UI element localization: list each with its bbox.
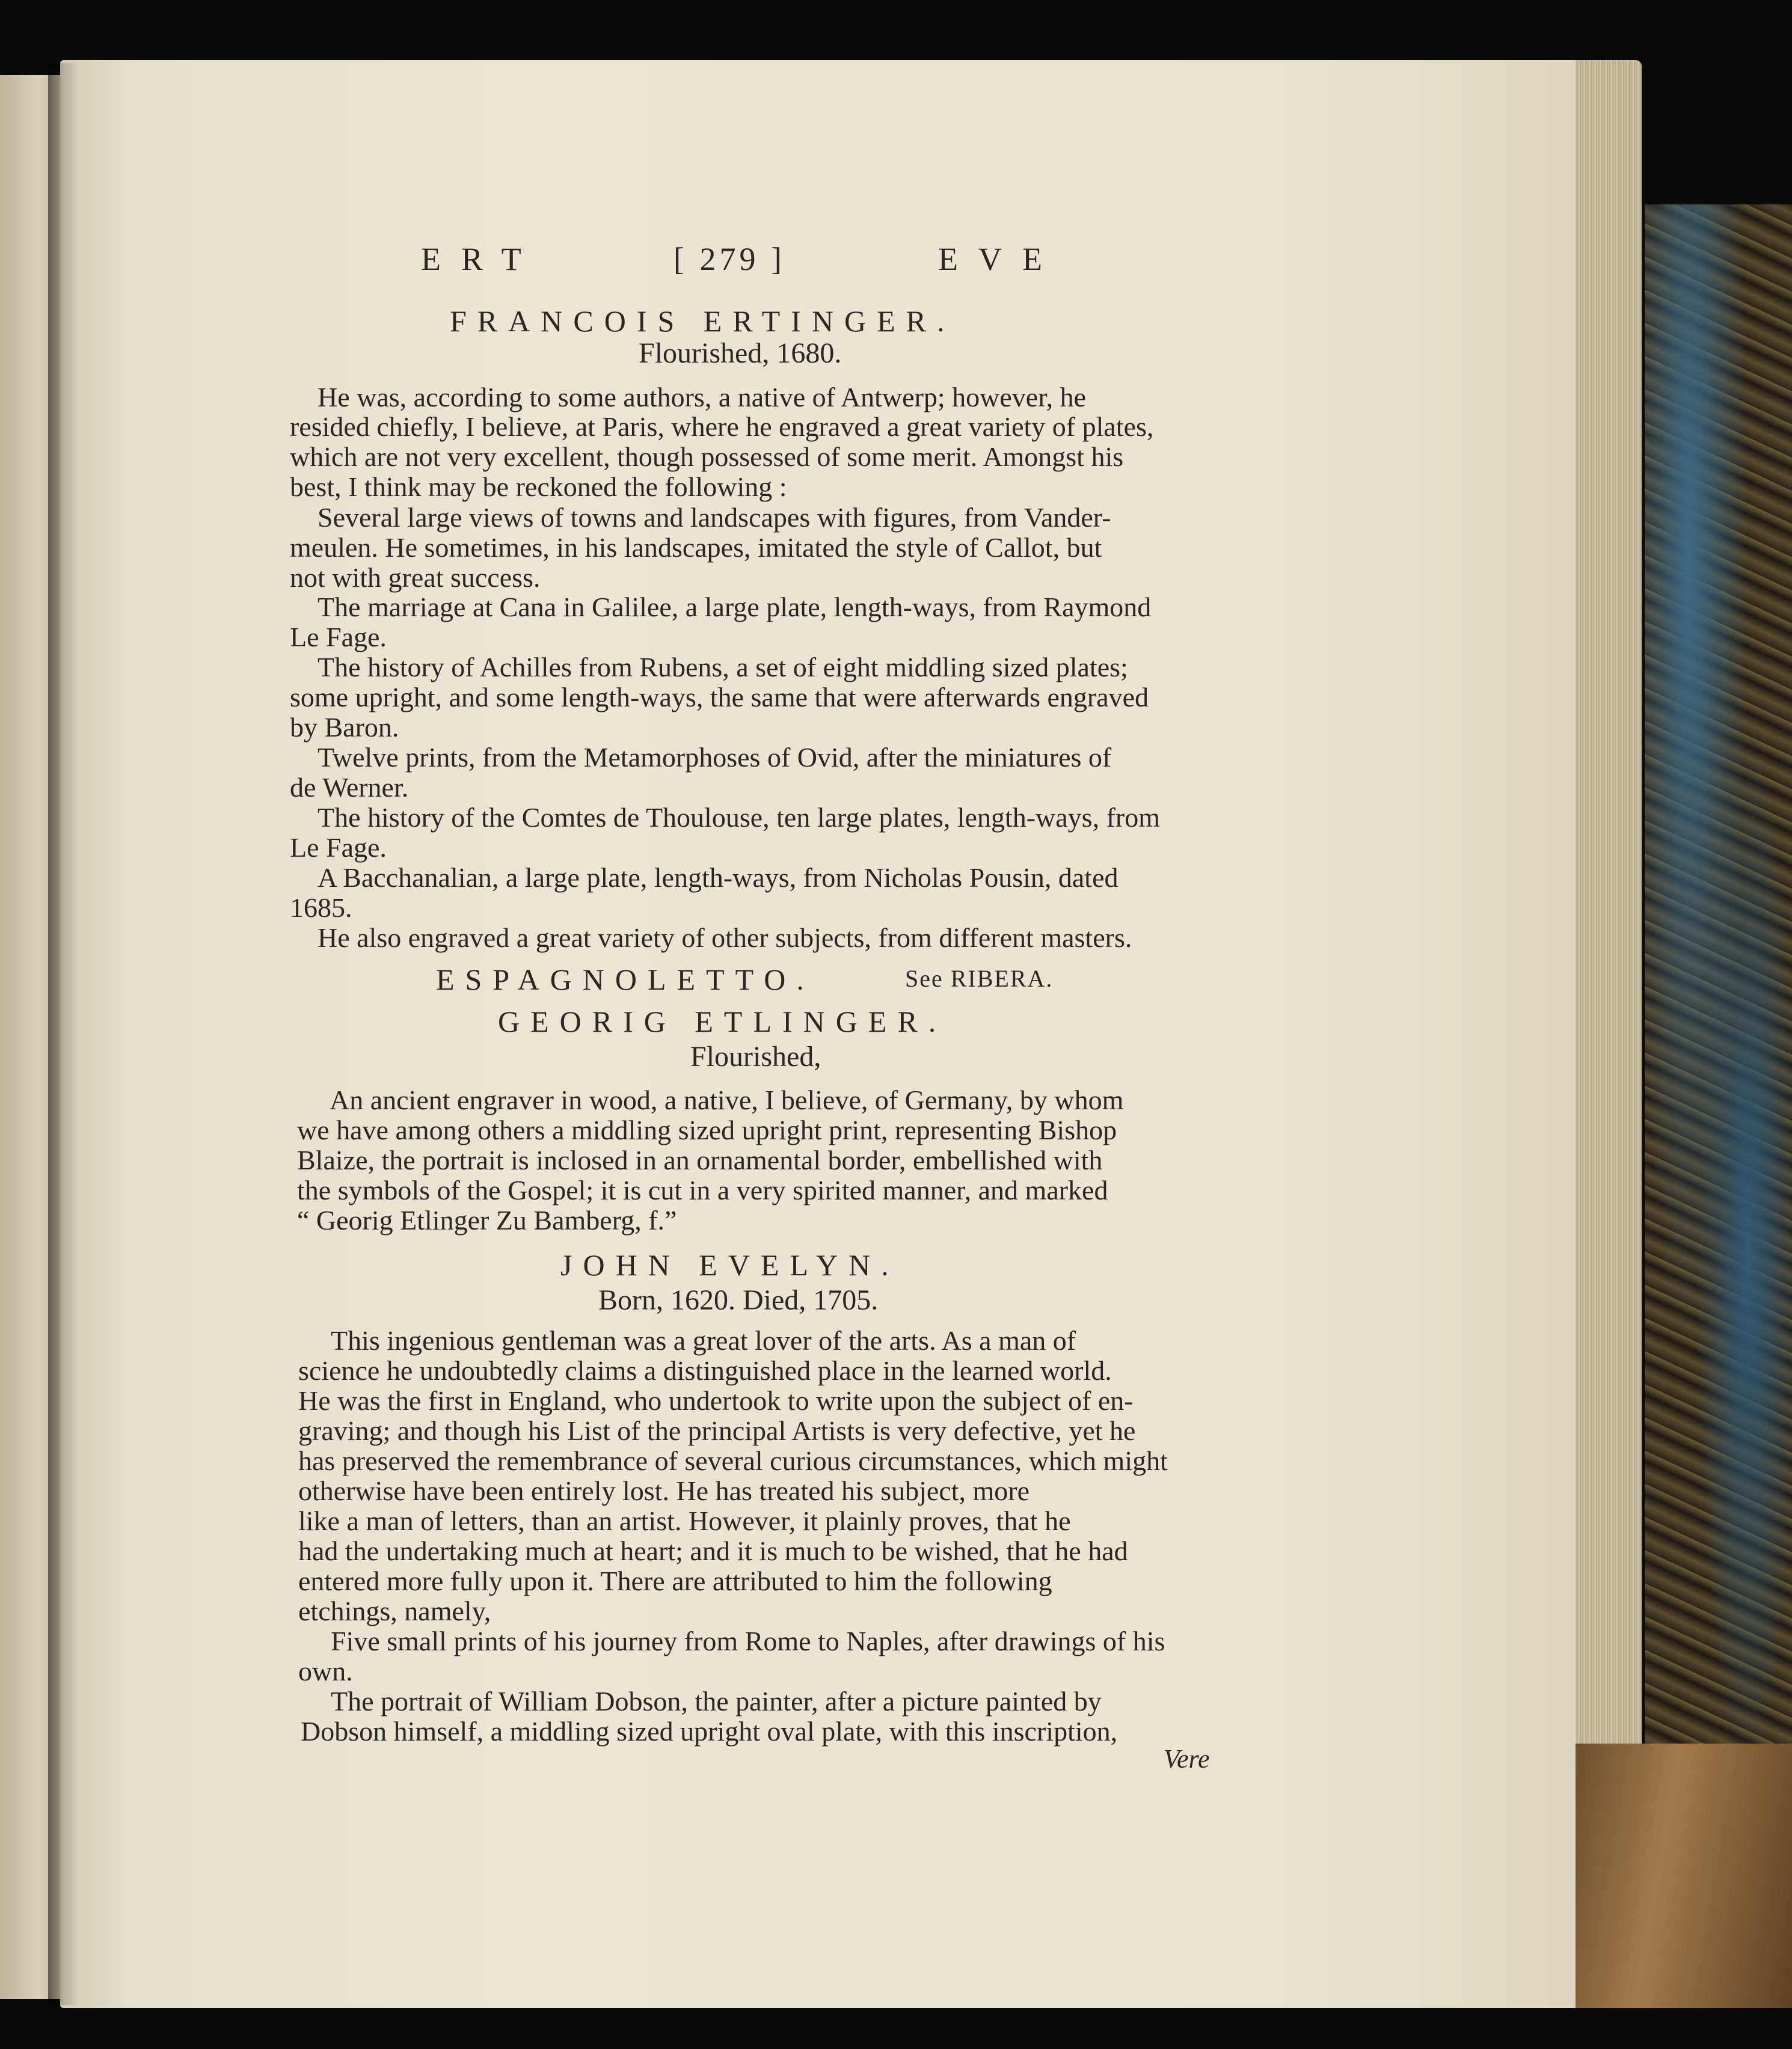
text-line: Twelve prints, from the Metamorphoses of Ovid, after the miniatures of [318,742,1112,773]
marbled-cover [1645,204,1792,1948]
text-line: The history of Achilles from Rubens, a set of eight middling sized plates; [318,652,1128,682]
text-line: The marriage at Cana in Galilee, a large plate, length-ways, from Raymond [318,592,1152,622]
text-line: Le Fage. [290,832,387,863]
text-line: by Baron. [290,712,399,743]
text-line: some upright, and some length-ways, the same that were afterwards engraved [290,682,1149,712]
text-line: meulen. He sometimes, in his landscapes, imitated the style of Callot, but [290,532,1102,563]
entry-heading: FRANCOIS ERTINGER. [450,304,956,338]
text-line: had the undertaking much at heart; and it is much to be wished, that he had [298,1536,1128,1566]
page-fore-edge [1576,60,1642,1996]
text-line: Blaize, the portrait is inclosed in an ornamental border, embellished with [297,1145,1103,1175]
gutter-shadow [48,63,78,2005]
text-line: The history of the Comtes de Thoulouse, ten large plates, length-ways, from [318,802,1161,833]
entry-dates: Flourished, 1680. [639,337,842,369]
text-line: like a man of letters, than an artist. However, it plainly proves, that he [298,1505,1071,1536]
entry-heading: GEORIG ETLINGER. [498,1005,947,1038]
entry-heading: ESPAGNOLETTO. [436,963,815,996]
text-line: Le Fage. [290,622,387,652]
text-line: the symbols of the Gospel; it is cut in a very spirited manner, and marked [297,1175,1108,1205]
text-line: science he undoubtedly claims a distinguished place in the learned world. [298,1355,1112,1386]
text-line: An ancient engraver in wood, a native, I believe, of Germany, by whom [330,1085,1124,1115]
text-line: has preserved the remembrance of several curious circumstances, which might [298,1445,1168,1476]
entry-dates: Born, 1620. Died, 1705. [598,1284,879,1316]
text-line: which are not very excellent, though possessed of some merit. Amongst his [290,441,1124,472]
text-line: not with great success. [290,562,541,593]
catchword: Vere [1164,1744,1210,1774]
text-line: own. [298,1656,353,1686]
leather-binding [1576,1744,1792,2008]
text-line: “ Georig Etlinger Zu Bamberg, f.” [297,1205,677,1236]
running-head [421,240,1094,283]
text-line: entered more fully upon it. There are attributed to him the following [298,1566,1052,1596]
text-line: etchings, namely, [298,1596,491,1626]
text-line: otherwise have been entirely lost. He has treated his subject, more [298,1475,1030,1506]
text-line: best, I think may be reckoned the following : [290,471,787,502]
text-line: A Bacchanalian, a large plate, length-ways, from Nicholas Pousin, dated [318,862,1118,893]
text-line: This ingenious gentleman was a great lover of the arts. As a man of [331,1325,1076,1356]
running-head-left: ERT [421,241,542,277]
text-line: He also engraved a great variety of other subjects, from different masters. [318,922,1132,953]
page-number: [ 279 ] [674,241,785,277]
text-line: de Werner. [290,772,409,803]
cross-reference: See RIBERA. [905,965,1054,992]
text-line: Several large views of towns and landscapes with figures, from Vander- [318,502,1111,533]
text-line: Five small prints of his journey from Rome to Naples, after drawings of his [331,1626,1165,1656]
text-line: He was, according to some authors, a native of Antwerp; however, he [318,382,1087,412]
text-line: we have among others a middling sized upright print, representing Bishop [297,1115,1117,1145]
text-line: Dobson himself, a middling sized upright oval plate, with this inscription, [301,1716,1118,1747]
text-line: The portrait of William Dobson, the painter, after a picture painted by [331,1686,1102,1717]
text-line: graving; and though his List of the principal Artists is very defective, yet he [298,1415,1136,1446]
entry-heading: JOHN EVELYN. [560,1248,900,1282]
text-line: He was the first in England, who undertook to write upon the subject of en- [298,1385,1134,1416]
running-head-right: EVE [938,241,1063,277]
entry-dates: Flourished, [690,1041,821,1073]
text-line: resided chiefly, I believe, at Paris, where he engraved a great variety of plates, [290,411,1154,442]
text-line: 1685. [290,892,352,923]
